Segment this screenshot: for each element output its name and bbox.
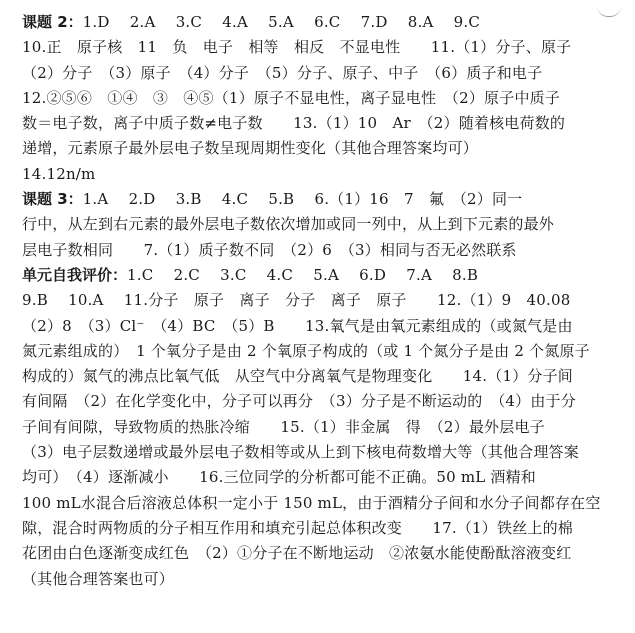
answer-line: [22, 136, 627, 161]
answer-text: 隙，混合时两物质的分子相互作用和填充引起总体积改变 17.（1）铁丝上的棉: [22, 518, 574, 537]
answer-line: [22, 35, 627, 60]
answer-text: 行中，从左到右元素的最外层电子数依次增加或同一列中，从上到下元素的最外: [22, 215, 555, 234]
answer-line: [22, 61, 627, 86]
answer-text: 12.②⑤⑥ ①④ ③ ④⑤（1）原子不显电性，离子显电性 （2）原子中质子: [22, 88, 561, 107]
answer-text: 1.D 2.A 3.C 4.A 5.A 6.C 7.D 8.A 9.C: [82, 13, 481, 31]
answer-text: （2）分子 （3）原子 （4）分子 （5）分子、原子、中子 （6）质子和电子: [22, 63, 543, 82]
answer-line: [22, 86, 627, 111]
answer-text: （其他合理答案也可）: [22, 569, 175, 588]
answer-text: （3）电子层数递增或最外层电子数相等或从上到下核电荷数增大等（其他合理答案: [22, 443, 579, 462]
answer-line: [22, 187, 627, 212]
answer-line: [22, 339, 627, 364]
answer-line: [22, 162, 627, 187]
answer-line: [22, 288, 627, 313]
answer-line: [22, 238, 627, 263]
answer-page: [22, 10, 627, 592]
answer-text: 1.C 2.C 3.C 4.C 5.A 6.D 7.A 8.B: [127, 265, 479, 284]
section-label: 单元自我评价：: [22, 265, 128, 284]
answer-text: 数＝电子数，离子中质子数≠电子数 13.（1）10 Ar （2）随着核电荷数的: [22, 114, 566, 133]
answer-text: 10.正 原子核 11 负 电子 相等 相反 不显电性 11.（1）分子、原子: [22, 38, 572, 57]
answer-line: [22, 364, 627, 389]
section-label: 课题 3：: [22, 190, 83, 209]
answer-line: [22, 440, 627, 465]
answer-text: 14.12n/m: [22, 164, 96, 183]
answer-line: [22, 491, 627, 516]
answer-text-block: [22, 10, 627, 592]
answer-line: [22, 465, 627, 490]
answer-text: （2）8 （3）Cl⁻ （4）BC （5）B 13.氧气是由氧元素组成的（或氮气是由: [22, 316, 573, 335]
answer-line: [22, 212, 627, 237]
answer-line: [22, 541, 627, 566]
answer-text: 花团由白色逐渐变成红色 （2）①分子在不断地运动 ②浓氨水能使酚酞溶液变红: [22, 544, 572, 563]
answer-text: 递增，元素原子最外层电子数呈现周期性变化（其他合理答案均可）: [22, 139, 479, 158]
answer-text: 氮元素组成的） 1 个氧分子是由 2 个氧原子构成的（或 1 个氮分子是由 2 个氮原子: [22, 341, 590, 360]
answer-text: 子间有间隙，导致物质的热胀冷缩 15.（1）非金属 得 （2）最外层电子: [22, 417, 545, 436]
answer-text: 均可） （4）逐渐减小 16.三位同学的分析都可能不正确。50 mL 酒精和: [22, 468, 537, 487]
answer-line: [22, 389, 627, 414]
answer-text: 100 mL水混合后溶液总体积一定小于 150 mL，由于酒精分子间和水分子间都存在空: [22, 493, 601, 512]
answer-line: [22, 314, 627, 339]
answer-text: 层电子数相同 7.（1）质子数不同 （2）6 （3）相同与否无必然联系: [22, 240, 517, 259]
answer-line: [22, 567, 627, 592]
answer-line: [22, 516, 627, 541]
answer-text: 有间隔 （2）在化学变化中，分子可以再分 （3）分子是不断运动的 （4）由于分: [22, 392, 576, 411]
answer-text: 9.B 10.A 11.分子 原子 离子 分子 离子 原子 12.（1）9 40.08: [22, 291, 571, 310]
section-label: 课题 2：: [22, 13, 83, 31]
answer-line: [22, 263, 627, 288]
answer-line: [22, 111, 627, 136]
answer-line: [22, 10, 627, 35]
answer-text: 1.A 2.D 3.B 4.C 5.B 6.（1）16 7 氟 （2）同一: [82, 190, 523, 209]
answer-line: [22, 415, 627, 440]
answer-text: 构成的）氮气的沸点比氧气低 从空气中分离氧气是物理变化 14.（1）分子间: [22, 367, 574, 386]
